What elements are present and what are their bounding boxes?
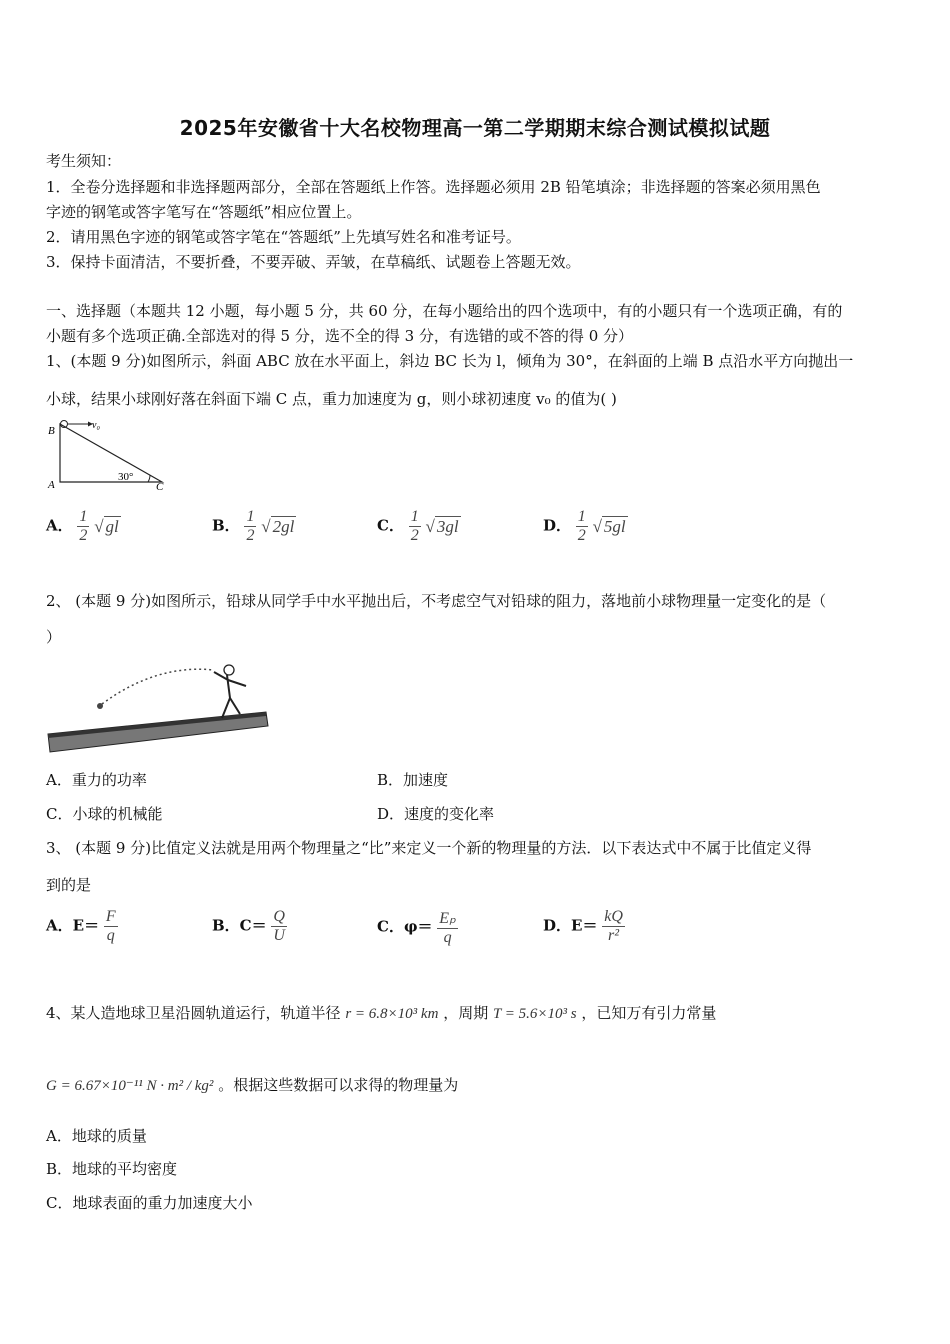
q4-lead: 4、某人造地球卫星沿圆轨道运行，轨道半径 (46, 1004, 341, 1022)
q1-option-c-root: √ 3gl (425, 516, 459, 536)
q3-option-b-label: B．C＝ (212, 916, 267, 935)
q1-option-d[interactable] (543, 508, 628, 545)
q4-option-b[interactable]: B．地球的平均密度 (46, 1160, 178, 1178)
q1-option-a-fraction: $\frac{1}{2}$ (79, 508, 88, 544)
q4-mid: ，周期 (443, 1004, 489, 1022)
q3-stem-line2: 到的是 (46, 876, 92, 894)
page-title: 2025年安徽省十大名校物理高一第二学期期末综合测试模拟试题 (179, 116, 771, 140)
q3-stem-line1: 3、 (本题 9 分)比值定义法就是用两个物理量之“比”来定义一个新的物理量的方法．以下表达式中不属于比值定义得 (46, 839, 812, 857)
q3-option-b[interactable] (212, 908, 287, 945)
q4-gravity-expr: G = 6.67×10⁻¹¹ N · m² / kg² (46, 1078, 214, 1094)
q4-stem-line2 (46, 1072, 458, 1099)
q1-option-c-label: C． (377, 516, 404, 535)
q4-after: 。根据这些数据可以求得的物理量为 (218, 1076, 459, 1094)
q1-stem-line2: 小球，结果小球刚好落在斜面下端 C 点，重力加速度为 g，则小球初速度 v₀ 的值为( ) (46, 390, 617, 408)
section-header-line1: 一、选择题（本题共 12 小题，每小题 5 分，共 60 分，在每小题给出的四个选项中，有的小题只有一个选项正确，有的 (46, 302, 843, 320)
q2-option-d[interactable]: D．速度的变化率 (377, 805, 495, 823)
q4-option-a[interactable]: A．地球的质量 (46, 1127, 147, 1145)
section-header-line2: 小题有多个选项正确.全部选对的得 5 分，选不全的得 3 分，有选错的或不答的得 0 分） (46, 327, 634, 345)
q1-option-c-fraction: $\frac{1}{2}$ (410, 508, 419, 544)
q2-stem-line1: 2、 (本题 9 分)如图所示，铅球从同学手中水平抛出后，不考虑空气对铅球的阻力，落地前小球物理量一定变化的是（ (46, 592, 827, 610)
q3-option-c[interactable] (377, 908, 458, 947)
q1-option-b[interactable] (212, 508, 296, 545)
q1-option-b-fraction: $\frac{1}{2}$ (246, 508, 255, 544)
incline-figure (44, 418, 174, 494)
q1-option-c[interactable] (377, 508, 461, 545)
q3-option-d-fraction: $\frac{kQ}{\text{r²}}$ (604, 908, 623, 944)
q1-option-a[interactable] (46, 508, 121, 545)
q2-option-c[interactable]: C．小球的机械能 (46, 805, 163, 823)
q2-option-a[interactable]: A．重力的功率 (46, 771, 147, 789)
notice-heading: 考生须知： (46, 152, 122, 170)
q4-option-c[interactable]: C．地球表面的重力加速度大小 (46, 1194, 253, 1212)
q1-stem-line1: 1、(本题 9 分)如图所示，斜面 ABC 放在水平面上，斜边 BC 长为 l，倾角为 30°，在斜面的上端 B 点沿水平方向抛出一 (46, 352, 854, 370)
q1-option-d-fraction: $\frac{1}{2}$ (577, 508, 586, 544)
q1-option-b-root: √ 2gl (261, 516, 295, 536)
notice-item-3: 3．保持卡面清洁，不要折叠，不要弄破、弄皱，在草稿纸、试题卷上答题无效。 (46, 253, 581, 271)
notice-item-1b: 字迹的钢笔或答字笔写在“答题纸”相应位置上。 (46, 203, 362, 221)
q3-option-a-label: A．E＝ (46, 916, 100, 935)
fig-label-a: A (48, 479, 55, 491)
fig-label-b: B (48, 425, 55, 437)
fig-angle-label: 30° (118, 471, 134, 483)
q1-option-a-root: √ gl (94, 516, 119, 536)
q3-option-d[interactable] (543, 908, 625, 945)
notice-item-1a: 1．全卷分选择题和非选择题两部分，全部在答题纸上作答。选择题必须用 2B 铅笔填涂；非选择题的答案必须用黑色 (46, 178, 821, 196)
q4-tail: ，已知万有引力常量 (581, 1004, 717, 1022)
q2-stem-line2: ） (46, 628, 62, 646)
q3-option-c-fraction: $\frac{\text{Eₚ}}{q}$ (439, 910, 456, 946)
q4-stem-line1 (46, 1000, 716, 1027)
notice-item-2: 2．请用黑色字迹的钢笔或答字笔在“答题纸”上先填写姓名和准考证号。 (46, 228, 521, 246)
q1-option-a-label: A． (46, 516, 73, 535)
q4-radius-expr: r = 6.8×10³ km (345, 1006, 439, 1022)
fig-label-c: C (156, 481, 164, 493)
q3-option-c-label: C．φ＝ (377, 917, 433, 936)
q1-option-d-root: √ 5gl (592, 516, 626, 536)
q1-option-d-label: D． (543, 516, 572, 535)
q3-option-a-fraction: $\frac{F}{q}$ (105, 908, 116, 944)
q3-option-b-fraction: $\frac{Q}{U}$ (273, 908, 285, 944)
shot-put-figure (46, 656, 272, 756)
q2-option-b[interactable]: B．加速度 (377, 771, 449, 789)
q3-option-d-label: D．E＝ (543, 916, 598, 935)
fig-v0-label: v₀ (92, 420, 100, 431)
q1-option-b-label: B． (212, 516, 240, 535)
q4-period-expr: T = 5.6×10³ s (492, 1006, 577, 1022)
q3-option-a[interactable] (46, 908, 118, 945)
